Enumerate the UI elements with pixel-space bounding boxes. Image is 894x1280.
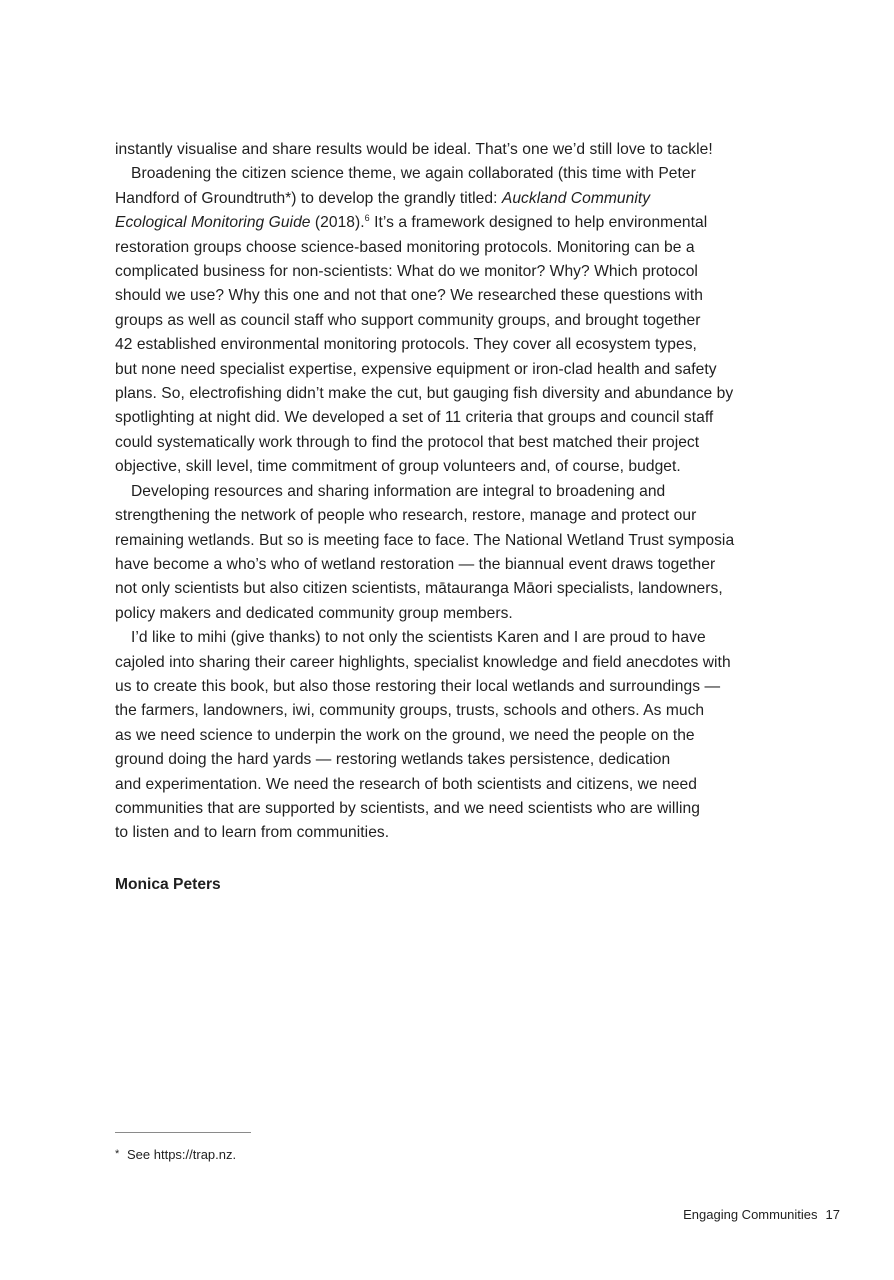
text-line [115, 187, 787, 211]
section-title: Engaging Communities [683, 1207, 818, 1222]
paragraph-2 [115, 162, 787, 479]
page-number: 17 [825, 1207, 840, 1222]
text-line: could systematically work through to find the protocol that best matched their project [115, 433, 700, 451]
text-line: restoration groups choose science-based monitoring protocols. Monitoring can be a [115, 238, 695, 256]
text-line: but none need specialist expertise, expensive equipment or iron-clad health and safety [115, 360, 717, 378]
text-line: objective, skill level, time commitment of group volunteers and, of course, budget. [115, 458, 681, 476]
author-signature: Monica Peters [115, 876, 221, 893]
text-segment: Handford of Groundtruth*) to develop the grandly titled: [115, 189, 502, 207]
text-line: strengthening the network of people who research, restore, manage and protect our [115, 507, 697, 525]
text-line: groups as well as council staff who support community groups, and brought together [115, 311, 701, 329]
endnote-reference: 6 [364, 213, 370, 224]
text-line: spotlighting at night did. We developed a set of 11 criteria that groups and council staff [115, 409, 714, 427]
text-line: should we use? Why this one and not that one? We researched these questions with [115, 287, 703, 305]
text-line: cajoled into sharing their career highlights, specialist knowledge and field anecdotes with [115, 653, 731, 671]
text-line: have become a who’s who of wetland restoration — the biannual event draws together [115, 555, 716, 573]
text-line: Broadening the citizen science theme, we again collaborated (this time with Peter [131, 165, 696, 183]
paragraph-1 [115, 138, 787, 162]
text-line: remaining wetlands. But so is meeting face to face. The National Wetland Trust symposia [115, 531, 735, 549]
text-line: instantly visualise and share results would be ideal. That’s one we’d still love to tackle! [115, 141, 713, 158]
text-segment: It’s a framework designed to help environmental [369, 214, 708, 232]
text-line: 42 established environmental monitoring protocols. They cover all ecosystem types, [115, 336, 697, 354]
text-line: to listen and to learn from communities. [115, 824, 390, 842]
text-line: communities that are supported by scientists, and we need scientists who are willing [115, 799, 700, 817]
text-line: ground doing the hard yards — restoring wetlands takes persistence, dedication [115, 751, 671, 769]
text-line: and experimentation. We need the research of both scientists and citizens, we need [115, 775, 697, 793]
text-line: complicated business for non-scientists: What do we monitor? Why? Which protocol [115, 263, 698, 281]
paragraph-3 [115, 480, 787, 626]
paragraph-4 [115, 626, 787, 846]
footnote-divider [115, 1132, 251, 1133]
text-line: I’d like to mihi (give thanks) to not only the scientists Karen and I are proud to have [131, 629, 706, 647]
text-line: plans. So, electrofishing didn’t make the cut, but gauging fish diversity and abundance by [115, 385, 734, 403]
text-line: as we need science to underpin the work on the ground, we need the people on the [115, 726, 695, 744]
text-line [115, 211, 787, 235]
running-footer [683, 1205, 840, 1225]
text-line: the farmers, landowners, iwi, community groups, trusts, schools and others. As much [115, 702, 705, 720]
footnote-marker: * [115, 1148, 120, 1160]
footnote [115, 1144, 236, 1165]
guide-title: Ecological Monitoring Guide [115, 214, 311, 232]
text-line: not only scientists but also citizen scientists, mātauranga Māori specialists, landowners, [115, 580, 723, 598]
text-segment: (2018). [310, 214, 365, 232]
text-line: us to create this book, but also those restoring their local wetlands and surroundings — [115, 677, 721, 695]
text-line: policy makers and dedicated community group members. [115, 604, 513, 622]
body-text [115, 138, 787, 846]
guide-title: Auckland Community [501, 189, 651, 207]
text-line: Developing resources and sharing information are integral to broadening and [131, 482, 666, 500]
footnote-text: See https://trap.nz. [127, 1147, 237, 1162]
